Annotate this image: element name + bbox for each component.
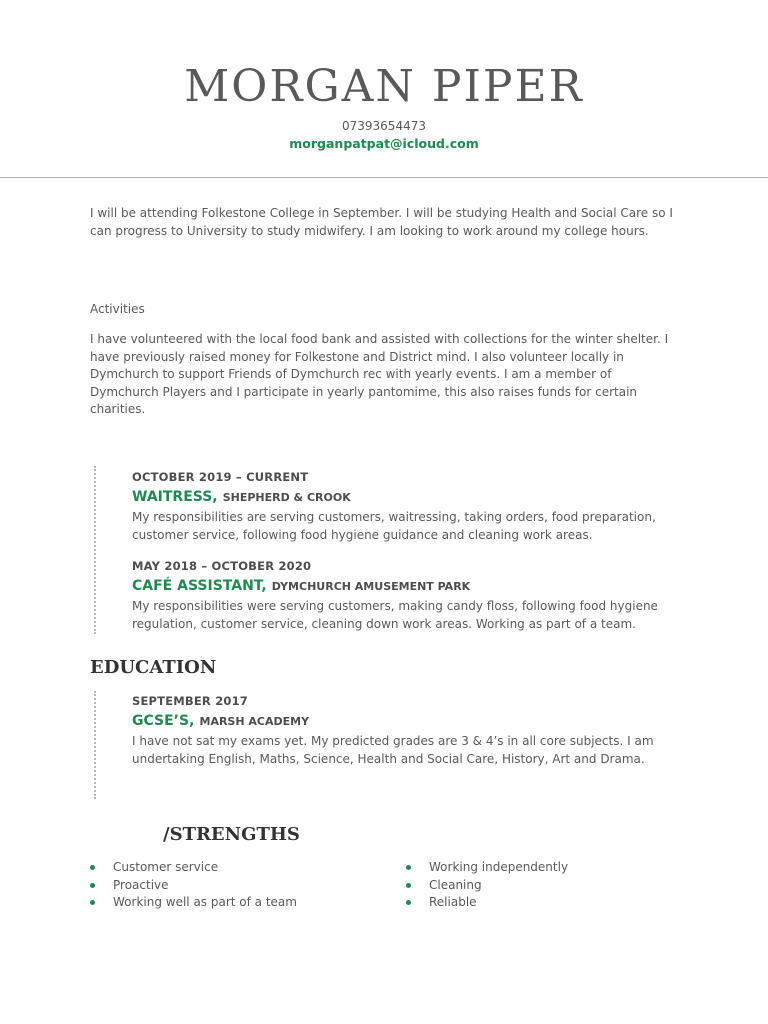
- bullet-icon: [90, 865, 95, 870]
- strengths-list-right: [406, 859, 568, 912]
- strength-item: [406, 859, 568, 877]
- experience-date: OCTOBER 2019 – CURRENT: [132, 470, 309, 484]
- phone-number: 07393654473: [342, 119, 426, 133]
- experience-entry: [132, 558, 692, 633]
- experience-role: [132, 575, 692, 597]
- activities-heading: Activities: [90, 302, 145, 316]
- experience-entry: [132, 469, 692, 544]
- strength-item: [406, 894, 568, 912]
- strength-label: Reliable: [429, 895, 477, 909]
- strengths-list-left: [90, 859, 297, 912]
- activities-paragraph: I have volunteered with the local food bank and assisted with collections for the winter shelter. I have previously raised money for Folkestone and District mind. I also volunteer locally in Dymchurch to support Friends of Dymchurch rec with yearly events. I am a member of Dymchurch Players and I participate in yearly pantomime, this also raises funds for certain charities.: [90, 332, 669, 416]
- education-role: [132, 710, 692, 732]
- bullet-icon: [406, 900, 411, 905]
- strength-label: Working independently: [429, 860, 569, 874]
- education-date: SEPTEMBER 2017: [132, 694, 248, 708]
- strengths-heading: /STRENGTHS: [163, 824, 300, 845]
- strength-label: Cleaning: [429, 877, 482, 892]
- bullet-icon: [90, 900, 95, 905]
- strength-label: Working well as part of a team: [113, 895, 297, 909]
- experience-title: CAFÉ ASSISTANT,: [132, 578, 267, 594]
- strength-item: [90, 859, 297, 877]
- strength-label: Customer service: [113, 860, 219, 874]
- experience-date: MAY 2018 – OCTOBER 2020: [132, 559, 312, 573]
- experience-description: My responsibilities were serving customers, making candy floss, following food hygiene regulation, customer service, cleaning down work areas. Working as part of a team.: [132, 599, 658, 631]
- experience-role: [132, 486, 692, 508]
- resume-header: [0, 58, 768, 154]
- education-entry: [132, 693, 692, 768]
- strength-item: [406, 877, 568, 895]
- education-heading: EDUCATION: [90, 657, 217, 678]
- experience-title: WAITRESS,: [132, 489, 218, 505]
- bullet-icon: [406, 865, 411, 870]
- experience-employer: DYMCHURCH AMUSEMENT PARK: [271, 580, 471, 593]
- education-description: I have not sat my exams yet. My predicted grades are 3 & 4’s in all core subjects. I am undertaking English, Maths, Science, Health and Social Care, History, Art and Drama.: [132, 734, 654, 766]
- education-school: MARSH ACADEMY: [199, 715, 310, 728]
- education-timeline-line: [94, 691, 96, 799]
- education-title: GCSE’S,: [132, 713, 195, 729]
- intro-paragraph: I will be attending Folkestone College in September. I will be studying Health and Social Care so I can progress to University to study midwifery. I am looking to work around my college hours.: [90, 206, 673, 238]
- header-divider: [0, 177, 768, 178]
- experience-employer: SHEPHERD & CROOK: [222, 491, 351, 504]
- strength-item: [90, 894, 297, 912]
- candidate-name: MORGAN PIPER: [184, 61, 584, 112]
- email-address[interactable]: morganpatpat@icloud.com: [289, 136, 479, 151]
- strength-label: Proactive: [113, 877, 169, 892]
- experience-timeline-line: [94, 466, 96, 634]
- bullet-icon: [406, 883, 411, 888]
- strength-item: [90, 877, 297, 895]
- experience-description: My responsibilities are serving customers, waitressing, taking orders, food preparation, customer service, following food hygiene guidance and cleaning work areas.: [132, 510, 656, 542]
- bullet-icon: [90, 883, 95, 888]
